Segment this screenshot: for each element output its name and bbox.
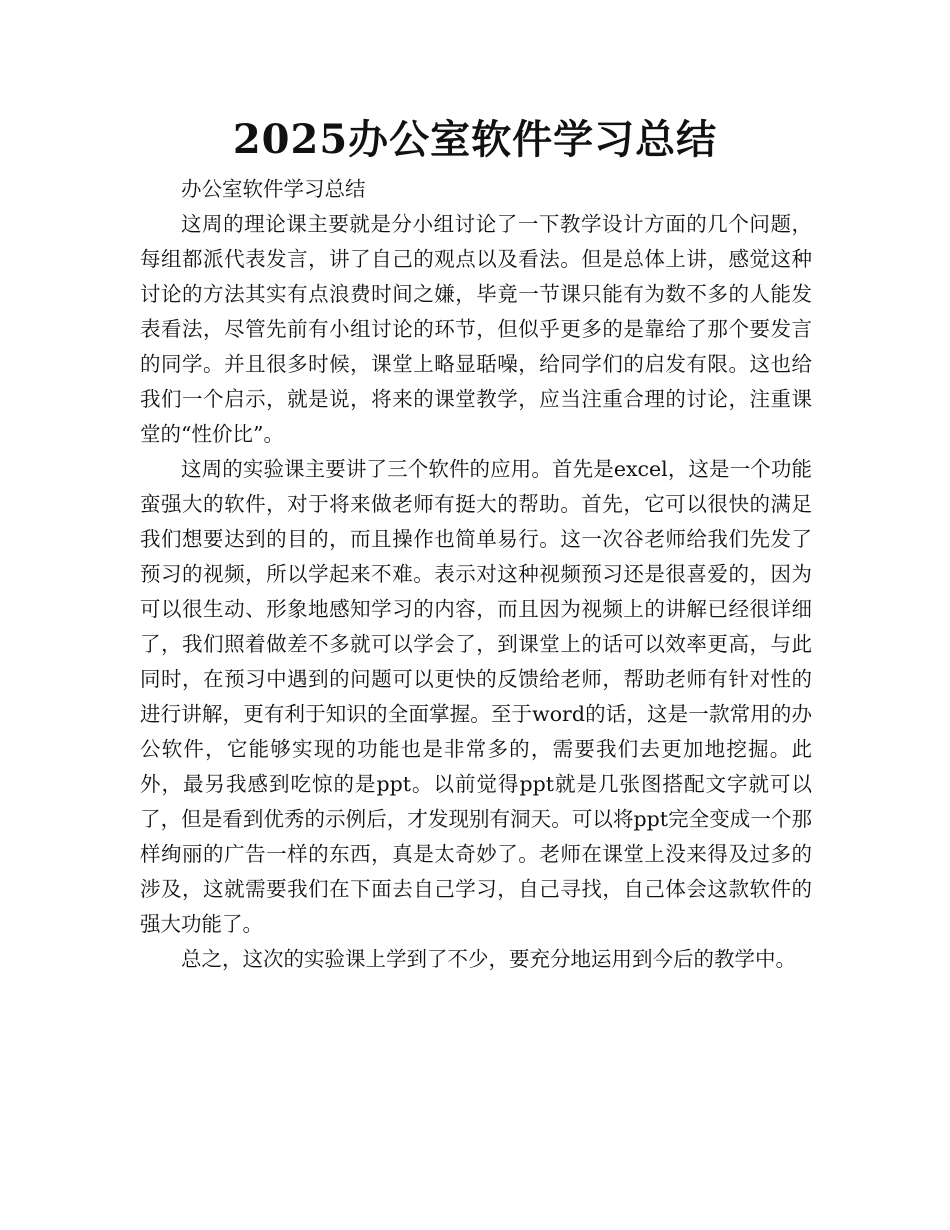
document-body — [140, 172, 812, 977]
paragraph-theory-class: 这周的理论课主要就是分小组讨论了一下教学设计方面的几个问题，每组都派代表发言，讲了自己的观点以及看法。但是总体上讲，感觉这种讨论的方法其实有点浪费时间之嫌，毕竟一节课只能有为数不多的人能发表看法，尽管先前有小组讨论的环节，但似乎更多的是靠给了那个要发言的同学。并且很多时候，课堂上略显聒噪，给同学们的启发有限。这也给我们一个启示，就是说，将来的课堂教学，应当注重合理的讨论，注重课堂的“性价比”。 — [140, 212, 812, 446]
document-title: 2025办公室软件学习总结 — [232, 116, 718, 163]
paragraph-conclusion: 总之，这次的实验课上学到了不少，要充分地运用到今后的教学中。 — [181, 947, 796, 971]
paragraph-subtitle: 办公室软件学习总结 — [181, 177, 366, 201]
paragraph-lab-class: 这周的实验课主要讲了三个软件的应用。首先是excel，这是一个功能蛮强大的软件，对于将来做老师有挺大的帮助。首先，它可以很快的满足我们想要达到的目的，而且操作也简单易行。这一次谷老师给我们先发了预习的视频，所以学起来不难。表示对这种视频预习还是很喜爱的，因为可以很生动、形象地感知学习的内容，而且因为视频上的讲解已经很详细了，我们照着做差不多就可以学会了，到课堂上的话可以效率更高，与此同时，在预习中遇到的问题可以更快的反馈给老师，帮助老师有针对性的进行讲解，更有利于知识的全面掌握。至于word的话，这是一款常用的办公软件，它能够实现的功能也是非常多的，需要我们去更加地挖掘。此外，最另我感到吃惊的是ppt。以前觉得ppt就是几张图搭配文字就可以了，但是看到优秀的示例后，才发现别有洞天。可以将ppt完全变成一个那样绚丽的广告一样的东西，真是太奇妙了。老师在课堂上没来得及过多的涉及，这就需要我们在下面去自己学习，自己寻找，自己体会这款软件的强大功能了。 — [140, 457, 812, 936]
